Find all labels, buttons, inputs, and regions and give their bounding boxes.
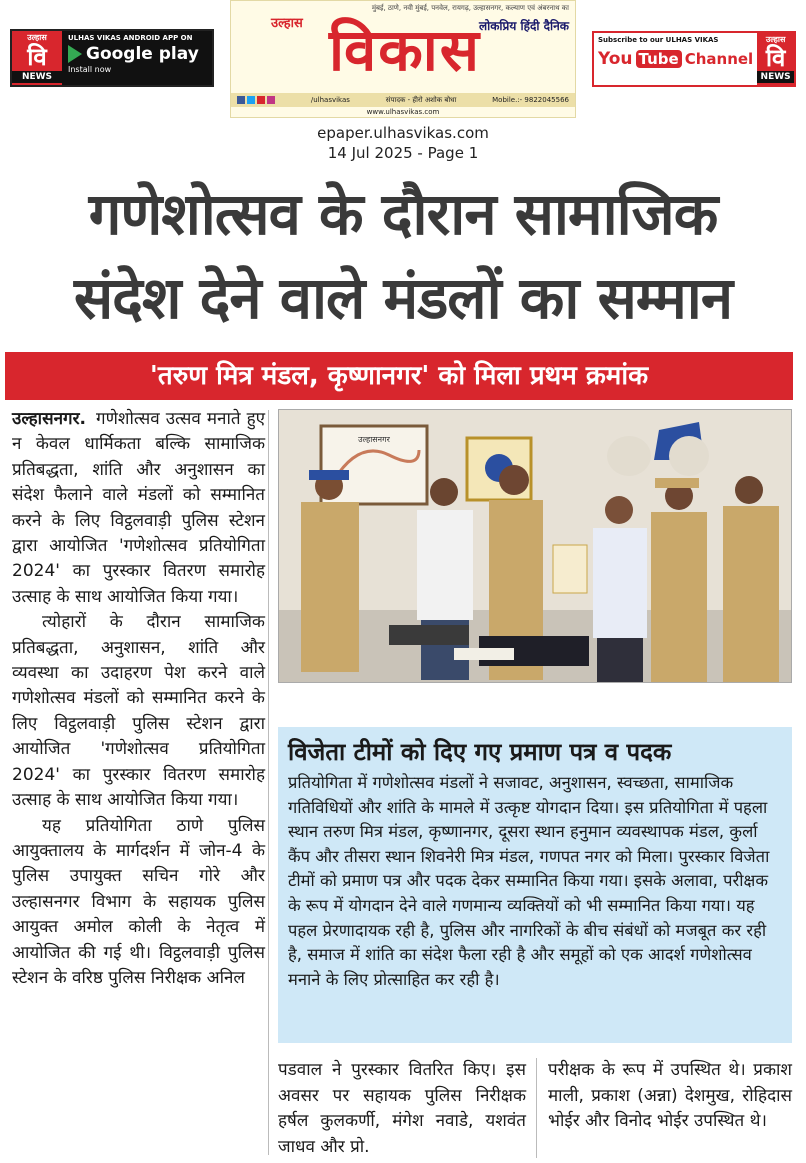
- youtube-channel-badge[interactable]: [592, 31, 796, 87]
- column-divider-2: [536, 1058, 537, 1158]
- dateline: उल्हासनगर.: [12, 409, 86, 429]
- youtube-channel-row: [598, 49, 753, 69]
- facebook-icon[interactable]: [237, 96, 245, 104]
- install-now-label: Install now: [68, 65, 112, 74]
- article-column-left: [12, 407, 265, 1157]
- epaper-date: 14 Jul 2025 - Page 1: [327, 144, 479, 162]
- article-column-middle: पडवाल ने पुरस्कार वितरित किए। इस अवसर पर सहायक पुलिस निरीक्षक हर्षल कुलकर्णी, मंगेश नवाडे, यशवंत जाधव और प्रो.: [278, 1060, 526, 1157]
- brand-letter-right: वि: [765, 42, 786, 72]
- brand-tile-right: [757, 33, 794, 85]
- brand-news-label: NEWS: [12, 71, 62, 83]
- paragraph-3: यह प्रतियोगिता ठाणे पुलिस आयुक्तालय के मार्गदर्शन में जोन-4 के पुलिस उपायुक्त सचिन गोरे और उल्हासनगर विभाग के सहायक पुलिस आयुक्त अमोल कोली के नेतृत्व में आयोजित की गई थी। विट्ठलवाड़ी पुलिस स्टेशन के वरिष्ठ पुलिस निरीक्षक अनिल: [12, 815, 265, 988]
- article-photo: [278, 409, 792, 683]
- box-body: प्रतियोगिता में गणेशोत्सव मंडलों ने सजावट, अनुशासन, स्वच्छता, सामाजिक गतिविधियों और शांति के मामले में उत्कृष्ट योगदान दिया। इस प्रतियोगिता में पहला स्थान तरुण मित्र मंडल, कृष्णानगर, दूसरा स्थान हनुमान व्यवस्थापक मंडल, कुर्ला कैंप और तीसरा स्थान शिवनेरी मित्र मंडल, गणपत नगर को मिला। पुरस्कार विजेता टीमों को प्रमाण पत्र और पदक देकर सम्मानित किया गया। इसके अलावा, परीक्षक के रूप में योगदान देने वाले गणमान्य व्यक्तियों को भी सम्मानित किया गया। यह पहल प्रेरणादायक रही है, पुलिस और नागरिकों के बीच संबंधों को मजबूत कर रही है, समाज में शांति का संदेश फैला रही है और समूहों को एक आदर्श गणेशोत्सव मनाने के लिए प्रोत्साहित कर रही है।: [288, 773, 770, 989]
- paragraph-2: त्योहारों के दौरान सामाजिक प्रतिबद्धता, अनुशासन, शांति और व्यवस्था का उदाहरण पेश करने वाले गणेशोत्सव मंडलों को सम्मानित करने के लिए विट्ठलवाड़ी पुलिस स्टेशन द्वारा आयोजित 'गणेशोत्सव प्रतियोगिता 2024' का पुरस्कार वितरण समारोह उत्साह के साथ आयोजित किया गया।: [12, 612, 265, 811]
- play-store-icon: [68, 45, 82, 63]
- social-icons: [237, 96, 275, 104]
- yt-badge-text: [594, 33, 757, 85]
- google-play-row: [68, 43, 206, 65]
- article-column-right: परीक्षक के रूप में उपस्थित थे। प्रकाश माली, प्रकाश (अन्ना) देशमुख, रोहिदास भोईर और विनोद भोईर उपस्थित थे।: [548, 1060, 792, 1131]
- paragraph-1: [12, 407, 265, 610]
- google-play-label: Google play: [86, 44, 199, 64]
- brand-small-text: उल्हास: [27, 33, 47, 42]
- instagram-icon[interactable]: [267, 96, 275, 104]
- map-board-label: उल्हासनगर: [358, 435, 390, 444]
- mobile-number: Mobile.:- 9822045566: [492, 96, 569, 104]
- paragraph-1-text: गणेशोत्सव उत्सव मनाते हुए न केवल धार्मिकता बल्कि सामाजिक प्रतिबद्धता, शांति और अनुशासन का संदेश फैलाने वाले मंडलों को सम्मानित करने के लिए विट्ठलवाड़ी पुलिस स्टेशन द्वारा आयोजित 'गणेशोत्सव प्रतियोगिता 2024' का पुरस्कार वितरण समारोह उत्साह के साथ आयोजित किया गया।: [12, 409, 266, 607]
- logo-daily-label: लोकप्रिय हिंदी दैनिक: [478, 19, 569, 33]
- newspaper-logo: [230, 0, 576, 118]
- brand-small-text-right: उल्हास: [765, 35, 786, 44]
- epaper-site: epaper.ulhasvikas.com: [317, 124, 489, 142]
- headline-line-1: गणेशोत्सव के दौरान सामाजिक: [88, 180, 718, 248]
- social-handle: /ulhasvikas: [310, 96, 350, 104]
- brand-news-label-right: NEWS: [757, 71, 794, 83]
- twitter-icon[interactable]: [247, 96, 255, 104]
- youtube-tube: Tube: [636, 50, 682, 68]
- box-title: विजेता टीमों को दिए गए प्रमाण पत्र व पदक: [288, 738, 672, 766]
- editor-name: संपादक - हीरो अशोक बोधा: [385, 95, 457, 104]
- logo-small-name: उल्हास: [271, 16, 303, 31]
- highlight-box: [278, 727, 792, 1043]
- app-badge-top-line: ULHAS VIKAS ANDROID APP ON: [68, 34, 193, 42]
- youtube-icon[interactable]: [257, 96, 265, 104]
- subscribe-label: Subscribe to our ULHAS VIKAS: [598, 36, 719, 44]
- headline-line-2: संदेश देने वाले मंडलों का सम्मान: [73, 264, 733, 332]
- brand-letter: वि: [27, 41, 47, 71]
- logo-tagline: मुंबई, ठाणे, नवी मुंबई, पनवेल, रायगढ़, उल्हासनगर, कल्याण एवं अंबरनाथ का: [371, 4, 569, 12]
- subheadline-bar: 'तरुण मित्र मंडल, कृष्णानगर' को मिला प्रथम क्रमांक: [5, 352, 793, 400]
- brand-tile: [12, 31, 62, 85]
- app-badge-text: [62, 31, 212, 85]
- headline: [0, 172, 806, 340]
- photo-illustration: [279, 410, 792, 683]
- masthead: [0, 0, 806, 120]
- person-6: [723, 476, 779, 683]
- column-divider: [268, 410, 269, 1155]
- logo-name: विकास: [328, 16, 482, 84]
- logo-info-strip: [231, 93, 575, 107]
- youtube-channel-label: Channel: [684, 50, 754, 68]
- android-app-badge[interactable]: [10, 29, 214, 87]
- youtube-you: You: [598, 49, 633, 69]
- website-url[interactable]: www.ulhasvikas.com: [366, 108, 440, 116]
